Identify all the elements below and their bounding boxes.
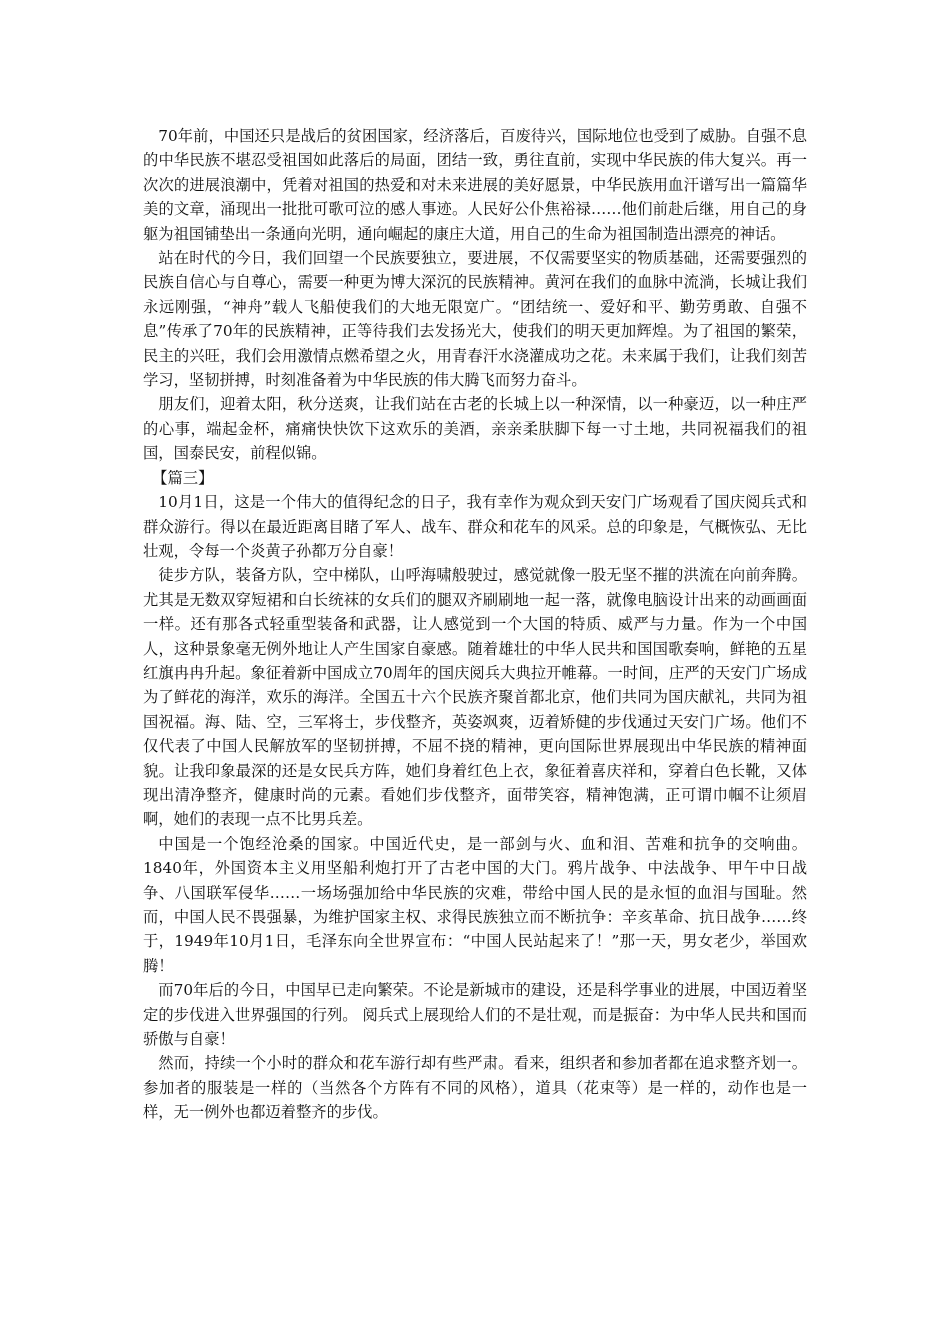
document-body xyxy=(143,124,807,1125)
paragraph: 站在时代的今日，我们回望一个民族要独立，要进展，不仅需要坚实的物质基础，还需要强烈的民族自信心与自尊心，需要一种更为博大深沉的民族精神。黄河在我们的血脉中流淌，长城让我们永远刚强，“神舟”载人飞船使我们的大地无限宽广。“团结统一、爱好和平、勤劳勇敢、自强不息”传承了70年的民族精神，正等待我们去发扬光大，使我们的明天更加辉煌。为了祖国的繁荣，民主的兴旺，我们会用激情点燃希望之火，用青春汗水浇灌成功之花。未来属于我们，让我们刻苦学习，坚韧拼搏，时刻准备着为中华民族的伟大腾飞而努力奋斗。 xyxy=(143,249,807,390)
paragraph: 而70年后的今日，中国早已走向繁荣。不论是新城市的建设，还是科学事业的进展，中国迈着坚定的步伐进入世界强国的行列。 阅兵式上展现给人们的不是壮观，而是振奋：为中华人民共和国而骄傲与自豪！ xyxy=(143,981,807,1049)
paragraph: 朋友们，迎着太阳，秋分送爽，让我们站在古老的长城上以一种深情，以一种豪迈，以一种庄严的心事，端起金杯，痛痛快快饮下这欢乐的美酒，亲亲柔肤脚下每一寸土地，共同祝福我们的祖国，国泰民安，前程似锦。 xyxy=(143,395,807,463)
paragraph: 中国是一个饱经沧桑的国家。中国近代史，是一部剑与火、血和泪、苦难和抗争的交响曲。1840年，外国资本主义用坚船利炮打开了古老中国的大门。鸦片战争、中法战争、甲午中日战争、八国联军侵华……一场场强加给中华民族的灾难，带给中国人民的是永恒的血泪与国耻。然而，中国人民不畏强暴，为维护国家主权、求得民族独立而不断抗争：辛亥革命、抗日战争……终于，1949年10月1日，毛泽东向全世界宣布：“中国人民站起来了！”那一天，男女老少，举国欢腾！ xyxy=(143,834,807,975)
paragraph: 10月1日，这是一个伟大的值得纪念的日子，我有幸作为观众到天安门广场观看了国庆阅兵式和群众游行。得以在最近距离目睹了军人、战车、群众和花车的风采。总的印象是，气概恢弘、无比壮观，令每一个炎黄子孙都万分自豪！ xyxy=(143,493,807,560)
paragraph: 徒步方队，装备方队，空中梯队，山呼海啸般驶过，感觉就像一股无坚不摧的洪流在向前奔腾。尤其是无数双穿短裙和白长统袜的女兵们的腿双齐刷刷地一起一落，就像电脑设计出来的动画画面一样。还有那各式轻重型装备和武器，让人感觉到一个大国的特质、威严与力量。作为一个中国人，这种景象毫无例外地让人产生国家自豪感。随着雄壮的中华人民共和国国歌奏响，鲜艳的五星红旗冉冉升起。象征着新中国成立70周年的国庆阅兵大典拉开帷幕。一时间，庄严的天安门广场成为了鲜花的海洋，欢乐的海洋。全国五十六个民族齐聚首都北京，他们共同为国庆献礼，共同为祖国祝福。海、陆、空，三军将士，步伐整齐，英姿飒爽，迈着矫健的步伐通过天安门广场。他们不仅代表了中国人民解放军的坚韧拼搏，不屈不挠的精神，更向国际世界展现出中华民族的精神面貌。让我印象最深的还是女民兵方阵，她们身着红色上衣，象征着喜庆祥和，穿着白色长靴，又体现出清净整齐，健康时尚的元素。看她们步伐整齐，面带笑容，精神饱满，正可谓巾帼不让须眉啊，她们的表现一点不比男兵差。 xyxy=(143,566,807,829)
paragraph: 70年前，中国还只是战后的贫困国家，经济落后，百废待兴，国际地位也受到了威胁。自强不息的中华民族不堪忍受祖国如此落后的局面，团结一致，勇往直前，实现中华民族的伟大复兴。再一次次的进展浪潮中，凭着对祖国的热爱和对未来进展的美好愿景，中华民族用血汗谱写出一篇篇华美的文章，涌现出一批批可歌可泣的感人事迹。人民好公仆焦裕禄……他们前赴后继，用自己的身躯为祖国铺垫出一条通向光明，通向崛起的康庄大道，用自己的生命为祖国制造出漂亮的神话。 xyxy=(143,127,807,243)
section-heading: 【篇三】 xyxy=(152,468,214,487)
paragraph: 然而，持续一个小时的群众和花车游行却有些严肃。看来，组织者和参加者都在追求整齐划一。参加者的服装是一样的（当然各个方阵有不同的风格），道具（花束等）是一样的，动作也是一样，无一例外也都迈着整齐的步伐。 xyxy=(143,1054,807,1122)
